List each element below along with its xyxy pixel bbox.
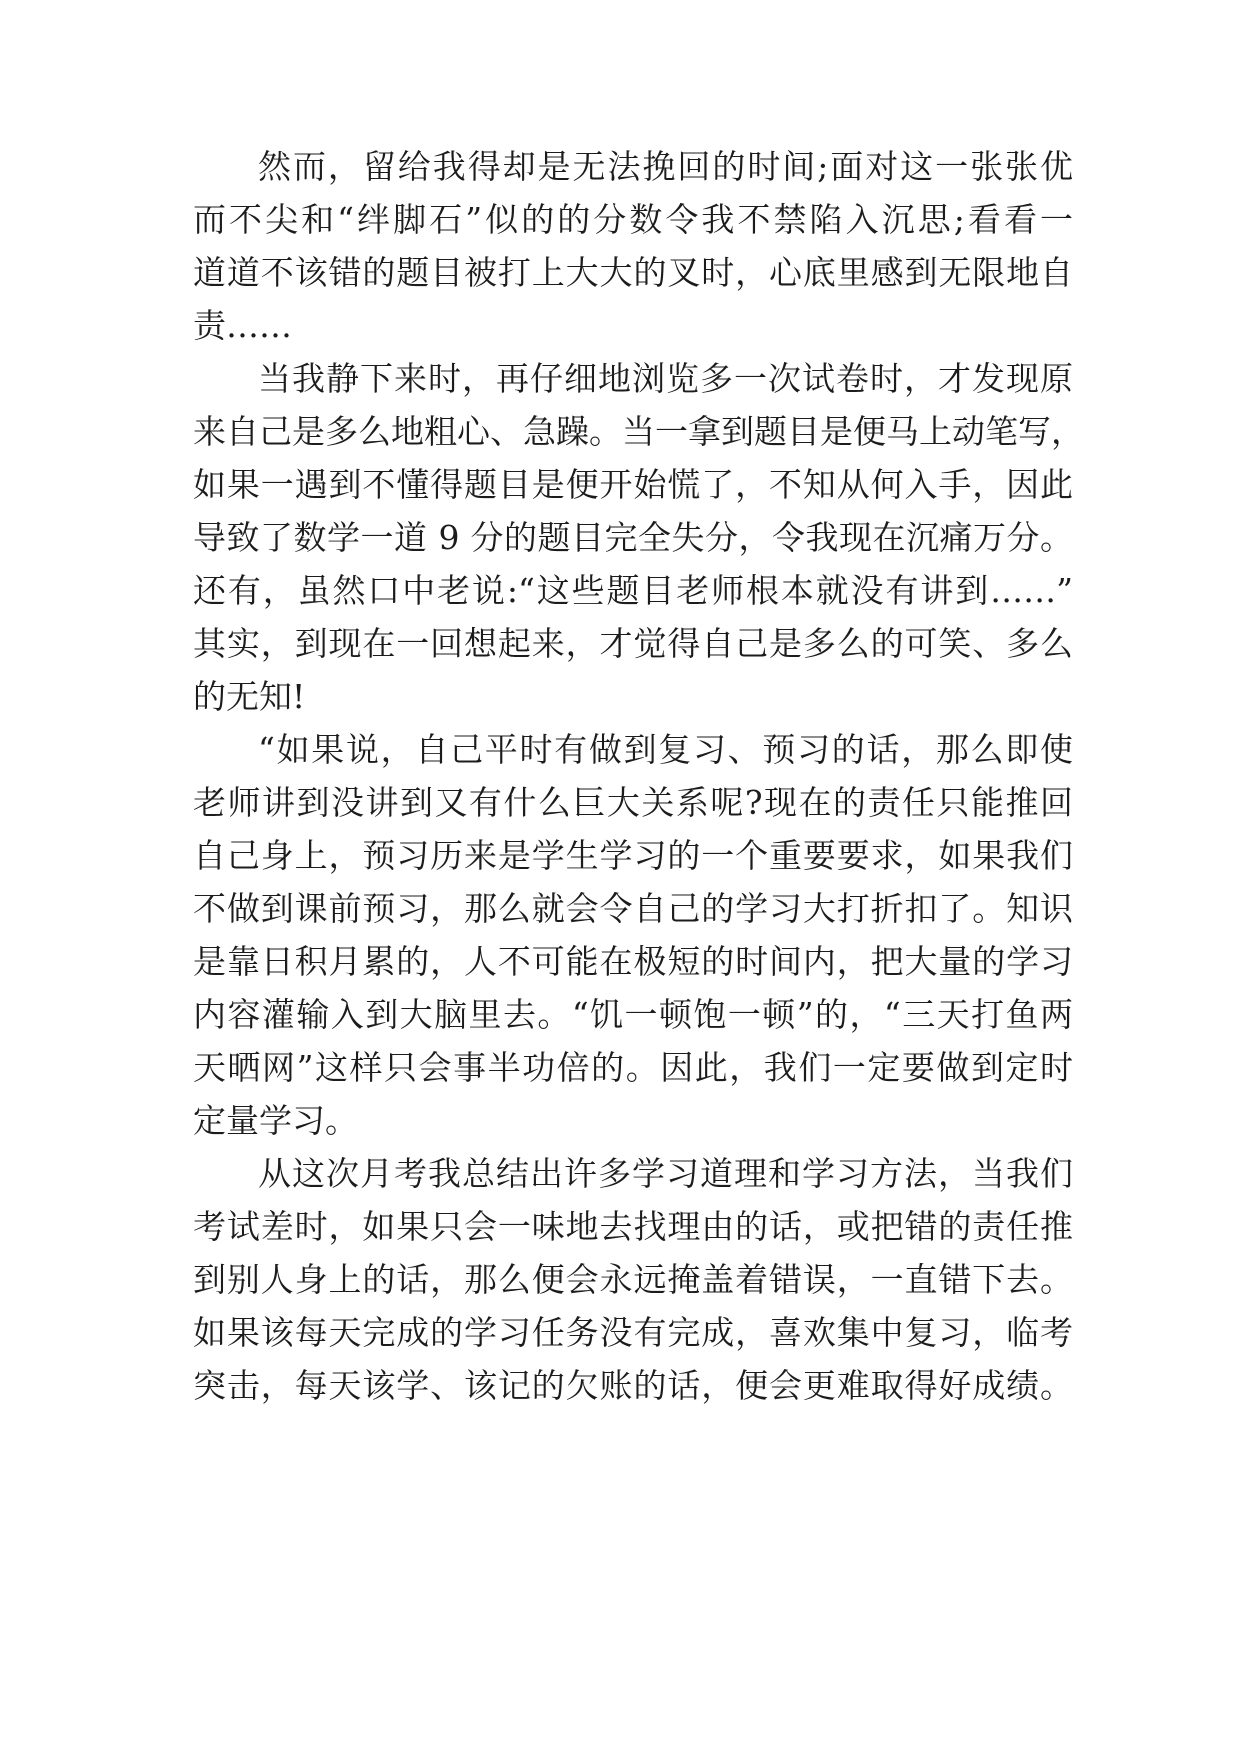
paragraph-1-line-1: 然而，留给我得却是无法挽回的时间;面对这一张张优 — [258, 147, 1073, 186]
paragraph-3-line-3: 自己身上，预习历来是学生学习的一个重要要求，如果我们 — [193, 836, 1073, 875]
paragraph-4-line-1: 从这次月考我总结出许多学习道理和学习方法，当我们 — [258, 1154, 1073, 1193]
paragraph-1-line-4: 责…… — [193, 306, 292, 345]
paragraph-2-line-1: 当我静下来时，再仔细地浏览多一次试卷时，才发现原 — [258, 359, 1073, 398]
paragraph-3-line-7: 天晒网”这样只会事半功倍的。因此，我们一定要做到定时 — [193, 1048, 1073, 1087]
paragraph-3-line-1: “如果说，自己平时有做到复习、预习的话，那么即使 — [258, 730, 1073, 769]
paragraph-1-line-3: 道道不该错的题目被打上大大的叉时，心底里感到无限地自 — [193, 253, 1073, 292]
paragraph-2-line-6: 其实，到现在一回想起来，才觉得自己是多么的可笑、多么 — [193, 624, 1073, 663]
paragraph-2-line-3: 如果一遇到不懂得题目是便开始慌了，不知从何入手，因此 — [193, 465, 1073, 504]
paragraph-3-line-5: 是靠日积月累的，人不可能在极短的时间内，把大量的学习 — [193, 942, 1073, 981]
paragraph-2-line-2: 来自己是多么地粗心、急躁。当一拿到题目是便马上动笔写， — [193, 412, 1084, 451]
paragraph-1-line-2: 而不尖和“绊脚石”似的的分数令我不禁陷入沉思;看看一 — [193, 200, 1073, 239]
paragraph-3-line-8: 定量学习。 — [193, 1101, 358, 1140]
paragraph-2-line-7: 的无知! — [193, 677, 306, 716]
paragraph-2-line-5: 还有，虽然口中老说:“这些题目老师根本就没有讲到……” — [193, 571, 1073, 610]
paragraph-3-line-2: 老师讲到没讲到又有什么巨大关系呢?现在的责任只能推回 — [193, 783, 1073, 822]
paragraph-4-line-2: 考试差时，如果只会一味地去找理由的话，或把错的责任推 — [193, 1207, 1073, 1246]
paragraph-4-line-5: 突击，每天该学、该记的欠账的话，便会更难取得好成绩。 — [193, 1366, 1073, 1405]
paragraph-3-line-4: 不做到课前预习，那么就会令自己的学习大打折扣了。知识 — [193, 889, 1073, 928]
paragraph-2-line-4: 导致了数学一道 9 分的题目完全失分，令我现在沉痛万分。 — [193, 518, 1073, 557]
paragraph-3-line-6: 内容灌输入到大脑里去。“饥一顿饱一顿”的，“三天打鱼两 — [193, 995, 1073, 1034]
paragraph-4-line-3: 到别人身上的话，那么便会永远掩盖着错误，一直错下去。 — [193, 1260, 1073, 1299]
paragraph-4-line-4: 如果该每天完成的学习任务没有完成，喜欢集中复习，临考 — [193, 1313, 1073, 1352]
